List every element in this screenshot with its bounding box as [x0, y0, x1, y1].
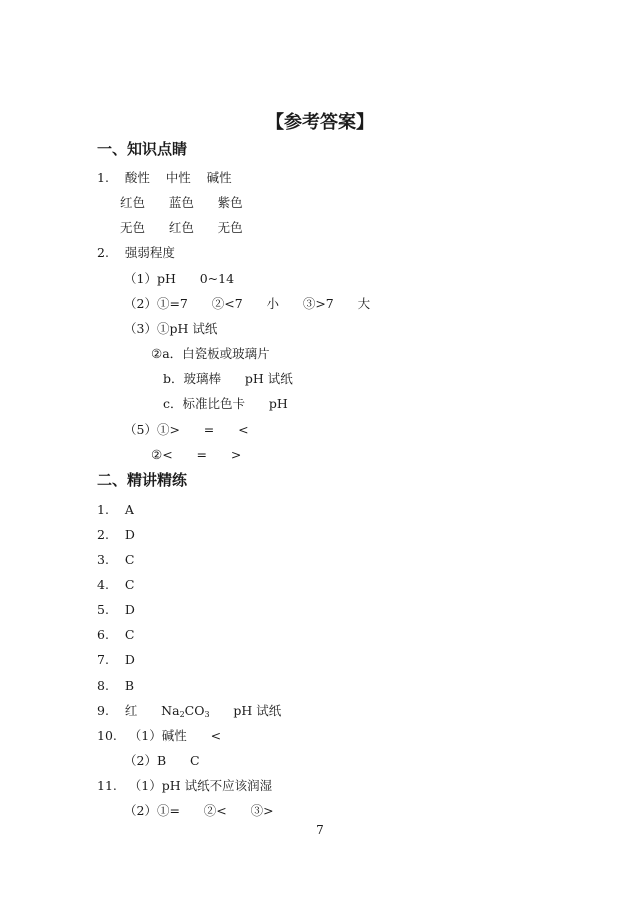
answer-line: 7. D: [97, 652, 135, 667]
answer-text: CO: [184, 703, 205, 718]
answer-line: c．标准比色卡 pH: [163, 396, 288, 411]
answer-line: 10. （1）碱性 <: [97, 728, 222, 743]
answer-line: 2. 强弱程度: [97, 245, 175, 260]
answer-line: 1. 酸性 中性 碱性: [97, 170, 232, 185]
page-title: 【参考答案】: [266, 112, 374, 133]
answer-line: 8. B: [97, 678, 135, 693]
answer-line: （1）pH 0~14: [124, 271, 235, 286]
section-heading-knowledge: 一、知识点睛: [97, 140, 188, 158]
answer-line: 红色 蓝色 紫色: [120, 195, 243, 210]
section-heading-practice: 二、精讲精练: [97, 471, 188, 489]
answer-line: 无色 红色 无色: [120, 220, 243, 235]
answer-line: 2. D: [97, 527, 135, 542]
answer-line-formula: [97, 703, 281, 723]
answer-line: ②a．白瓷板或玻璃片: [151, 346, 270, 361]
subscript: 3: [204, 710, 210, 719]
answer-line: 3. C: [97, 552, 135, 567]
answer-line: 4. C: [97, 577, 135, 592]
answer-line: （2）①= ②< ③>: [124, 803, 274, 818]
page-number: 7: [316, 823, 324, 837]
answer-line: 5. D: [97, 602, 135, 617]
answer-line: 6. C: [97, 627, 135, 642]
answer-line: 11. （1）pH 试纸不应该润湿: [97, 778, 273, 793]
answer-text: pH 试纸: [209, 703, 282, 718]
answer-line: 1. A: [97, 502, 134, 517]
answer-line: （3）①pH 试纸: [124, 321, 218, 336]
answer-line: （2）①=7 ②<7 小 ③>7 大: [124, 296, 371, 311]
answer-line: b．玻璃棒 pH 试纸: [163, 371, 293, 386]
answer-line: ②< = >: [151, 447, 242, 462]
answer-text: 9. 红 Na: [97, 703, 180, 718]
answer-line: （5）①> = <: [124, 422, 249, 437]
subscript: 2: [179, 710, 185, 719]
answer-line: （2）B C: [124, 753, 200, 768]
